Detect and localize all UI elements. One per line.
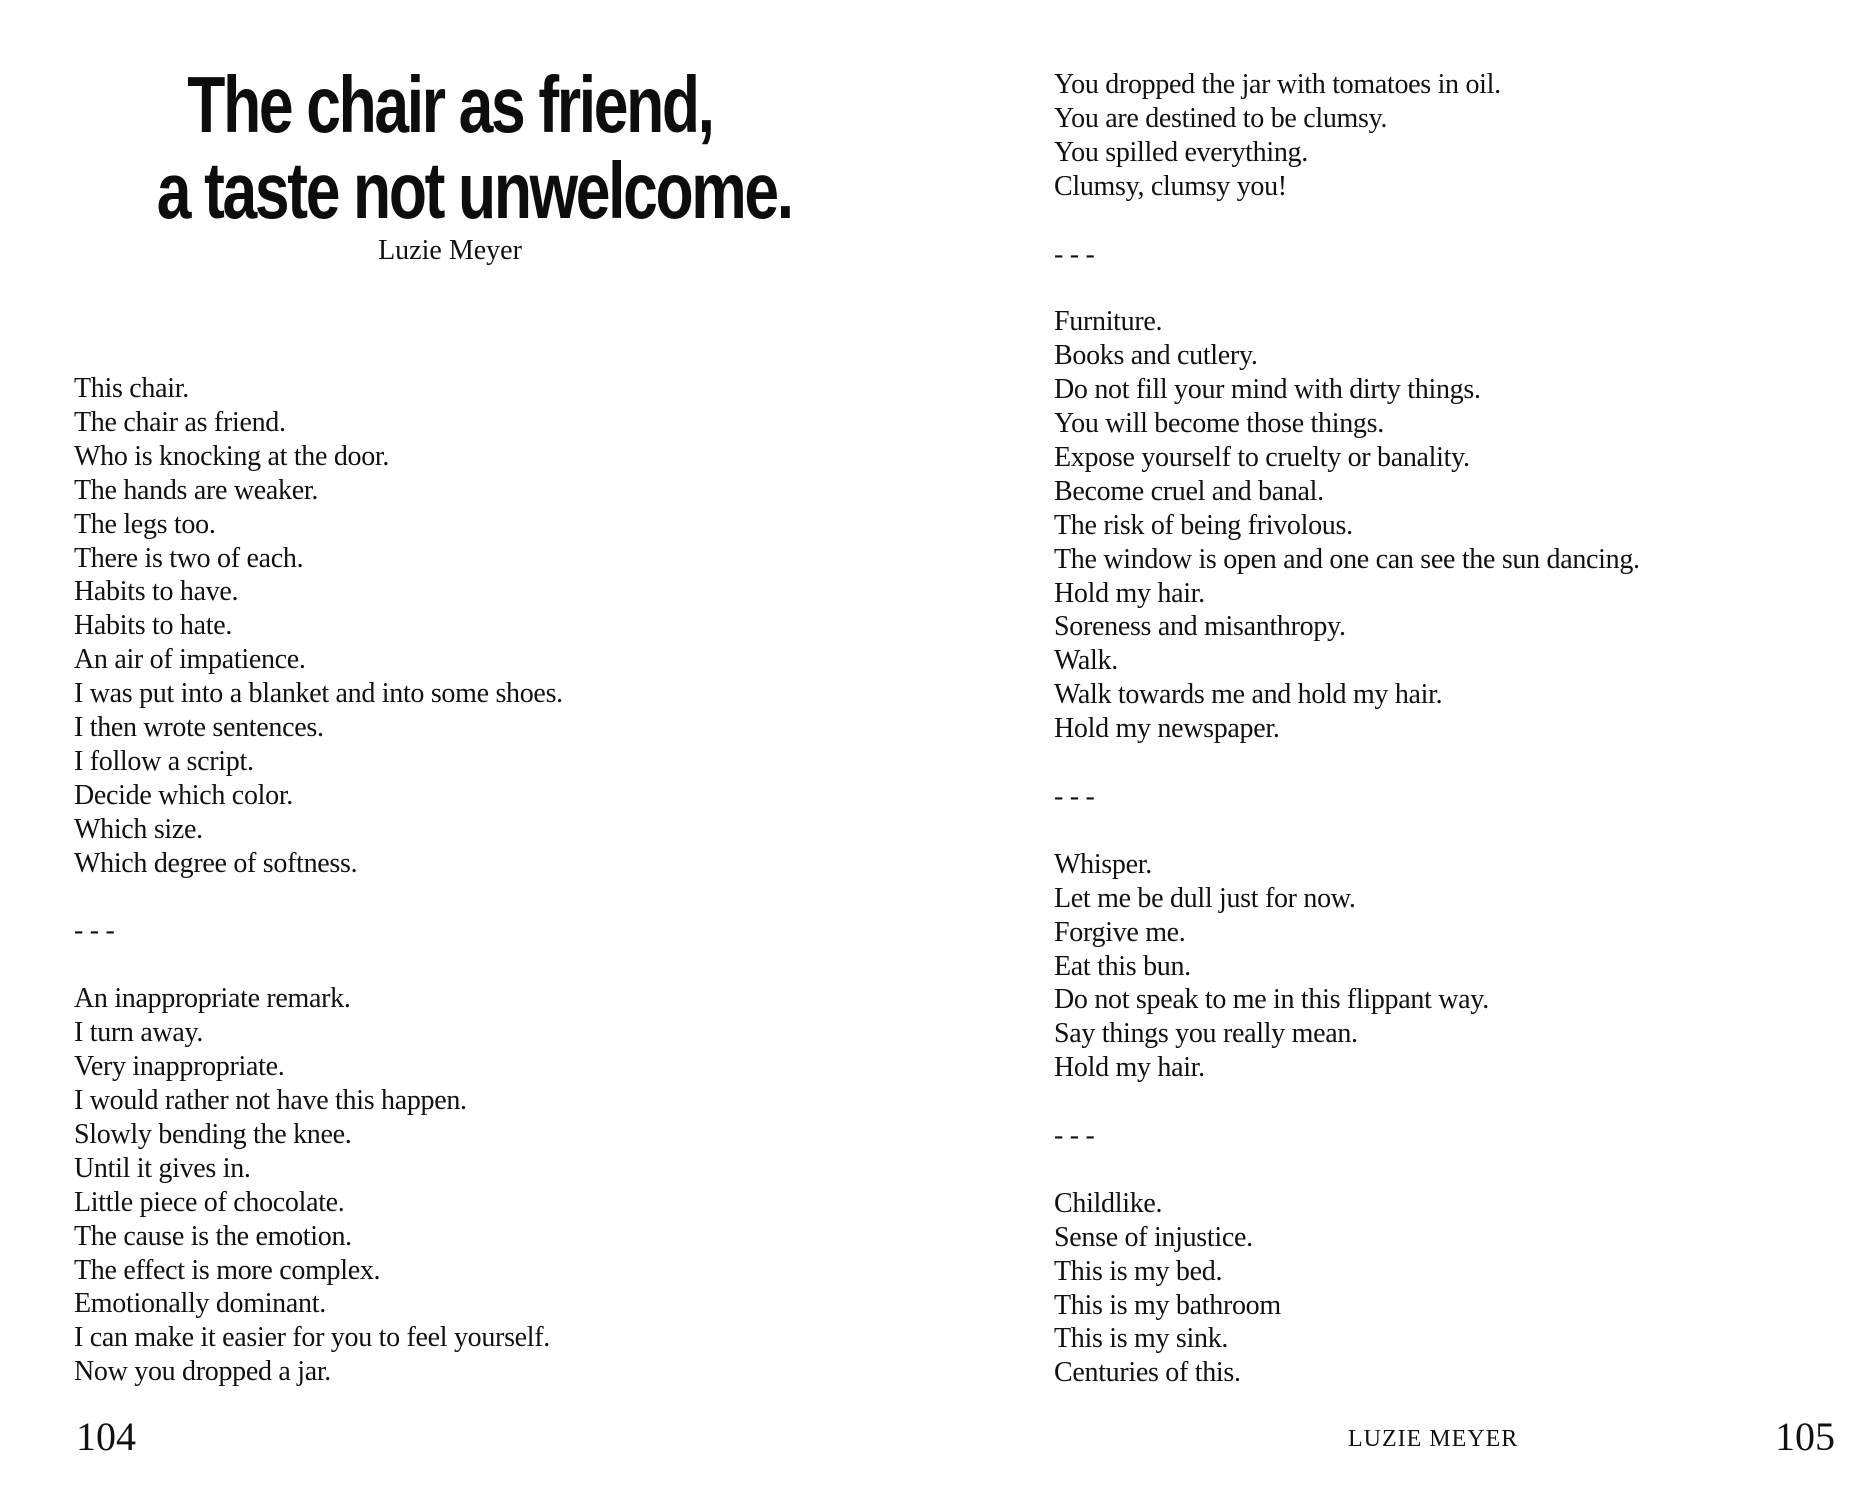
poem-line: The window is open and one can see the sun dancing. bbox=[1054, 543, 1640, 575]
poem-line: Eat this bun. bbox=[1054, 950, 1191, 982]
poem-line: Do not speak to me in this flippant way. bbox=[1054, 984, 1489, 1016]
poem-line: Emotionally dominant. bbox=[74, 1288, 326, 1320]
poem-line: Very inappropriate. bbox=[74, 1051, 285, 1083]
poem-line: This is my bathroom bbox=[1054, 1289, 1281, 1321]
poem-line: You are destined to be clumsy. bbox=[1054, 102, 1388, 134]
author-byline: Luzie Meyer bbox=[378, 235, 522, 266]
page-number-right: 105 bbox=[1775, 1414, 1835, 1459]
poem-line: Walk. bbox=[1054, 645, 1118, 677]
poem-line: The effect is more complex. bbox=[74, 1254, 381, 1286]
poem-line: You will become those things. bbox=[1054, 408, 1384, 440]
poem-line: Expose yourself to cruelty or banality. bbox=[1054, 441, 1470, 473]
poem-line: Slowly bending the knee. bbox=[74, 1118, 352, 1150]
poem-line: This is my sink. bbox=[1054, 1323, 1229, 1355]
poem-line: Until it gives in. bbox=[74, 1152, 251, 1184]
running-footer-author: LUZIE MEYER bbox=[1348, 1426, 1519, 1452]
poem-line: Hold my hair. bbox=[1054, 1052, 1205, 1084]
poem-line: Walk towards me and hold my hair. bbox=[1054, 679, 1443, 711]
poem-line: Hold my hair. bbox=[1054, 577, 1205, 609]
poem-line: Do not fill your mind with dirty things. bbox=[1054, 374, 1481, 406]
stanza-gap bbox=[1054, 1153, 1640, 1187]
poem-line: I then wrote sentences. bbox=[74, 712, 324, 744]
stanza-gap bbox=[1054, 1085, 1640, 1119]
poem-line: Now you dropped a jar. bbox=[74, 1356, 332, 1388]
poem-line: Centuries of this. bbox=[1054, 1357, 1241, 1389]
poem-line: The risk of being frivolous. bbox=[1054, 509, 1353, 541]
poem-line: Which degree of softness. bbox=[74, 847, 358, 879]
page-number-left: 104 bbox=[76, 1414, 136, 1459]
poem-line: Who is knocking at the door. bbox=[74, 440, 390, 472]
stanza-separator: - - - bbox=[1054, 1120, 1095, 1152]
poem-line: The legs too. bbox=[74, 508, 216, 540]
poem-text-right bbox=[1054, 68, 1640, 1390]
poem-title bbox=[156, 60, 792, 235]
stanza-gap bbox=[1054, 814, 1640, 848]
poem-line: Hold my newspaper. bbox=[1054, 713, 1280, 745]
poem-line: I would rather not have this happen. bbox=[74, 1085, 467, 1116]
right-page bbox=[936, 0, 1873, 1500]
stanza-gap bbox=[1054, 746, 1640, 780]
poem-line: Decide which color. bbox=[74, 779, 293, 811]
title-line-2: a taste not unwelcome. bbox=[156, 146, 792, 235]
stanza-gap bbox=[74, 881, 563, 915]
stanza-separator: - - - bbox=[1054, 780, 1095, 812]
poem-line: You dropped the jar with tomatoes in oil. bbox=[1054, 69, 1501, 100]
title-line-1: The chair as friend, bbox=[187, 60, 713, 149]
poem-line: Say things you really mean. bbox=[1054, 1018, 1358, 1050]
poem-line: There is two of each. bbox=[74, 542, 304, 574]
poem-line: I can make it easier for you to feel yourself. bbox=[74, 1322, 550, 1354]
poem-line: The cause is the emotion. bbox=[74, 1220, 352, 1252]
poem-line: The chair as friend. bbox=[74, 406, 286, 438]
stanza-gap bbox=[1054, 204, 1640, 238]
poem-line: Let me be dull just for now. bbox=[1054, 882, 1356, 914]
left-page bbox=[0, 0, 936, 1500]
stanza-gap bbox=[1054, 271, 1640, 305]
poem-line: Clumsy, clumsy you! bbox=[1054, 170, 1287, 202]
poem-line: I turn away. bbox=[74, 1017, 204, 1049]
stanza-gap bbox=[74, 948, 563, 982]
poem-line: You spilled everything. bbox=[1054, 136, 1308, 168]
poem-line: Forgive me. bbox=[1054, 916, 1186, 948]
poem-line: Furniture. bbox=[1054, 306, 1163, 338]
poem-line: This is my bed. bbox=[1054, 1255, 1223, 1287]
poem-line: Whisper. bbox=[1054, 848, 1152, 880]
poem-line: An inappropriate remark. bbox=[74, 983, 351, 1015]
poem-line: Habits to hate. bbox=[74, 610, 233, 642]
poem-line: Childlike. bbox=[1054, 1187, 1163, 1219]
poem-line: The hands are weaker. bbox=[74, 474, 319, 506]
poem-line: Soreness and misanthropy. bbox=[1054, 611, 1346, 643]
poem-line: An air of impatience. bbox=[74, 644, 306, 676]
poem-line: Books and cutlery. bbox=[1054, 340, 1258, 372]
poem-line: This chair. bbox=[74, 373, 189, 404]
poem-line: Little piece of chocolate. bbox=[74, 1186, 345, 1218]
poem-text-left bbox=[74, 372, 563, 1389]
stanza-separator: - - - bbox=[74, 915, 115, 947]
stanza-separator: - - - bbox=[1054, 238, 1095, 270]
poem-line: Which size. bbox=[74, 813, 203, 845]
poem-line: I was put into a blanket and into some shoes. bbox=[74, 678, 563, 710]
poem-line: Sense of injustice. bbox=[1054, 1221, 1253, 1253]
poem-line: Habits to have. bbox=[74, 576, 239, 608]
poem-line: I follow a script. bbox=[74, 745, 254, 777]
poem-line: Become cruel and banal. bbox=[1054, 475, 1324, 507]
